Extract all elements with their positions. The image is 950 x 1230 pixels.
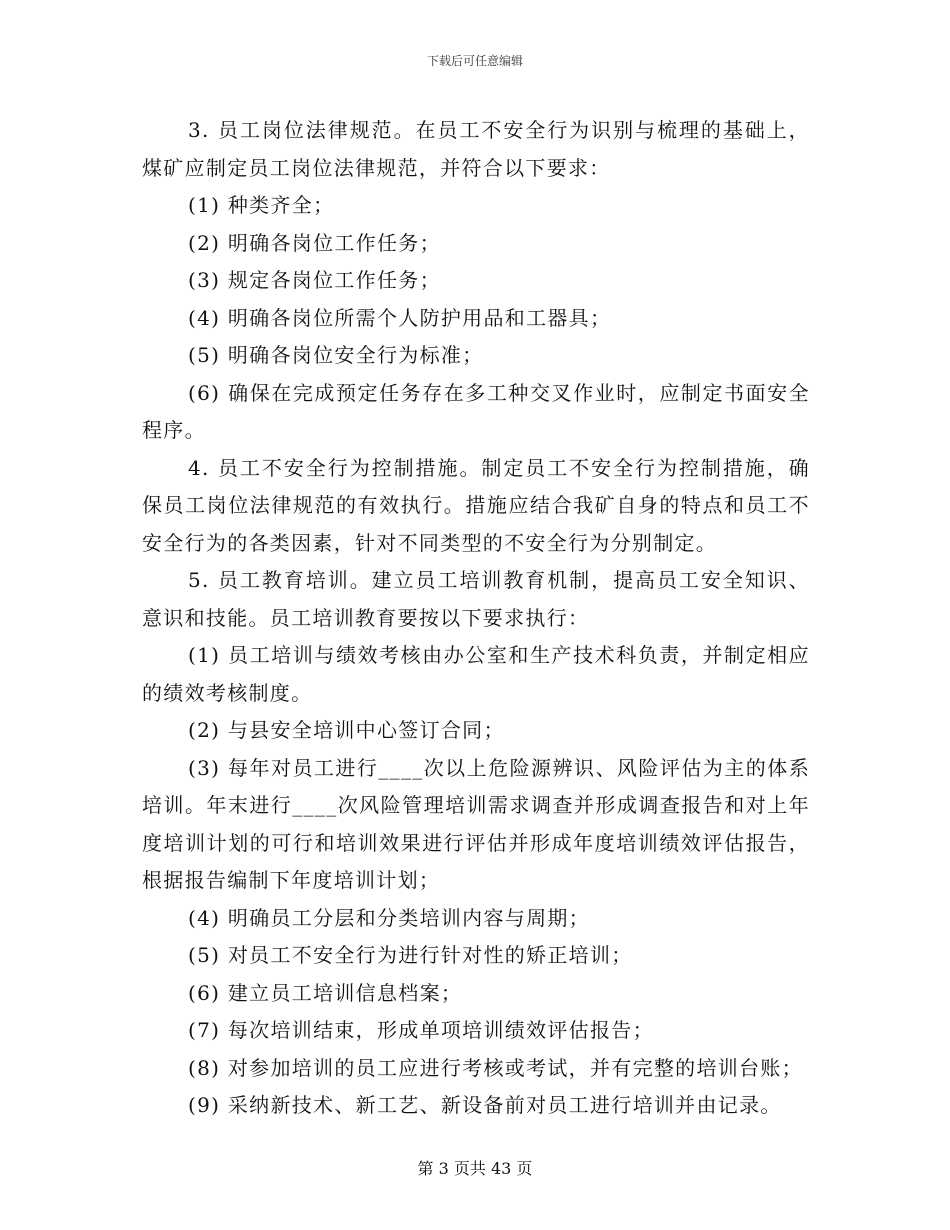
paragraph-5-training: 5. 员工教育培训。建立员工培训教育机制，提高员工安全知识、意识和技能。员工培训教育要按以下要求执行：	[142, 568, 810, 630]
list-item-5: (5) 明确各岗位安全行为标准；	[188, 343, 484, 367]
training-item-4: (4) 明确员工分层和分类培训内容与周期；	[188, 905, 590, 930]
page-header: 下载后可任意编辑	[426, 54, 523, 68]
training-item-7: (7) 每次培训结束，形成单项培训绩效评估报告；	[188, 1018, 654, 1042]
training-item-1: (1) 员工培训与绩效考核由办公室和生产技术科负责，并制定相应的绩效考核制度。	[142, 643, 810, 705]
training-item-2: (2) 与县安全培训中心签订合同；	[188, 718, 505, 742]
training-item-3: (3) 每年对员工进行____次以上危险源辨识、风险评估为主的体系培训。年末进行____次风险管理培训需求调查并形成调查报告和对上年度培训计划的可行和培训效果进行评估并形成年度培训绩效评估报告，根据报告编制下年度培训计划；	[142, 755, 810, 892]
training-item-8: (8) 对参加培训的员工应进行考核或考试，并有完整的培训台账；	[188, 1055, 803, 1080]
list-item-2: (2) 明确各岗位工作任务；	[188, 230, 441, 255]
list-item-1: (1) 种类齐全；	[188, 193, 335, 217]
training-item-5: (5) 对员工不安全行为进行针对性的矫正培训；	[188, 943, 633, 967]
paragraph-3-job-norms: 3. 员工岗位法律规范。在员工不安全行为识别与梳理的基础上，煤矿应制定员工岗位法律规范，并符合以下要求：	[142, 118, 810, 180]
document-body	[142, 112, 810, 1125]
training-item-9: (9) 采纳新技术、新工艺、新设备前对员工进行培训并由记录。	[188, 1093, 782, 1117]
list-item-6: (6) 确保在完成预定任务存在多工种交叉作业时，应制定书面安全程序。	[142, 380, 810, 442]
paragraph-4-control-measures: 4. 员工不安全行为控制措施。制定员工不安全行为控制措施，确保员工岗位法律规范的有效执行。措施应结合我矿自身的特点和员工不安全行为的各类因素，针对不同类型的不安全行为分别制定。	[142, 455, 810, 555]
list-item-3: (3) 规定各岗位工作任务；	[188, 268, 441, 292]
list-item-4: (4) 明确各岗位所需个人防护用品和工器具；	[188, 305, 612, 330]
page-number: 第 3 页共 43 页	[417, 1159, 533, 1178]
training-item-6: (6) 建立员工培训信息档案；	[188, 980, 463, 1005]
